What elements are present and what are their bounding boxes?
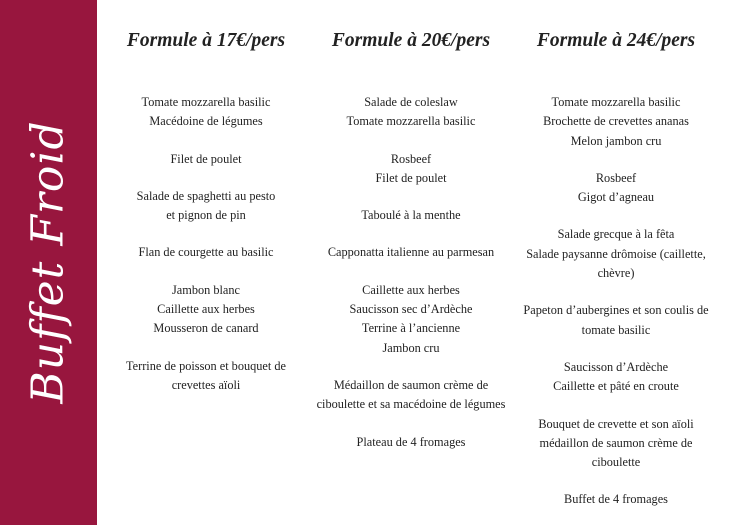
menu-item-line: Papeton d’aubergines et son coulis de bbox=[523, 303, 709, 318]
sidebar-title: Buffet Froid bbox=[22, 120, 74, 404]
formula-items bbox=[311, 93, 511, 470]
menu-item-line: Tomate mozzarella basilic bbox=[141, 95, 271, 109]
menu-group bbox=[311, 376, 511, 415]
menu-item-line: Flan de courgette au basilic bbox=[138, 245, 274, 260]
menu-item-line: Médaillon de saumon crème de bbox=[333, 377, 489, 392]
menu-item-line: ciboulette bbox=[591, 455, 641, 470]
formula-items bbox=[106, 93, 306, 413]
menu-group bbox=[516, 169, 716, 208]
menu-item-line: Salade paysanne drômoise (caillette, bbox=[526, 246, 706, 261]
menu-item-line: Bouquet de crevette et son aïoli bbox=[538, 416, 694, 431]
menu-group bbox=[311, 150, 511, 189]
menu-item-line: Saucisson d’Ardèche bbox=[563, 359, 669, 374]
menu-item-line: crevettes aïoli bbox=[171, 377, 241, 392]
menu-item-line: Caillette aux herbes bbox=[362, 282, 460, 297]
menu-item-line: Tomate mozzarella basilic bbox=[346, 114, 476, 129]
menu-group bbox=[311, 93, 511, 132]
menu-group bbox=[311, 433, 511, 452]
menu-group bbox=[516, 301, 716, 340]
menu-item-line: Mousseron de canard bbox=[153, 321, 259, 336]
formula-title: Formule à 20€/pers bbox=[331, 30, 491, 51]
menu-group bbox=[516, 358, 716, 397]
menu-item-line: Caillette et pâté en croute bbox=[553, 379, 679, 394]
sidebar-band bbox=[0, 0, 97, 525]
menu-group bbox=[311, 281, 511, 358]
menu-group bbox=[106, 93, 306, 132]
menu-item-line: Terrine à l’ancienne bbox=[361, 321, 461, 336]
menu-group bbox=[106, 281, 306, 339]
menu-item-line: Salade de spaghetti au pesto bbox=[136, 188, 276, 203]
menu-group bbox=[311, 243, 511, 262]
menu-item-line: Filet de poulet bbox=[170, 151, 242, 166]
menu-item-line: Plateau de 4 fromages bbox=[356, 434, 466, 449]
menu-item-line: Brochette de crevettes ananas bbox=[543, 114, 689, 129]
menu-item-line: Salade de coleslaw bbox=[364, 95, 458, 109]
menu-item-line: Rosbeef bbox=[595, 170, 637, 185]
menu-item-line: Caillette aux herbes bbox=[157, 302, 255, 317]
menu-group bbox=[516, 490, 716, 509]
menu-item-line: Tomate mozzarella basilic bbox=[551, 95, 681, 109]
menu-item-line: Salade grecque à la fêta bbox=[557, 227, 675, 242]
menu-item-line: Terrine de poisson et bouquet de bbox=[126, 358, 286, 373]
menu-item-line: Gigot d’agneau bbox=[577, 190, 655, 205]
menu-group bbox=[106, 357, 306, 396]
menu-item-line: Taboulé à la menthe bbox=[361, 208, 461, 223]
menu-group bbox=[516, 93, 716, 151]
formula-title: Formule à 17€/pers bbox=[126, 30, 286, 51]
menu-item-line: ciboulette et sa macédoine de légumes bbox=[316, 397, 506, 412]
menu-item-line: Saucisson sec d’Ardèche bbox=[349, 302, 473, 317]
menu-group bbox=[106, 243, 306, 262]
menu-item-line: Jambon blanc bbox=[172, 282, 240, 297]
formula-items bbox=[516, 93, 716, 525]
menu-group bbox=[516, 225, 716, 283]
menu-item-line: chèvre) bbox=[597, 266, 635, 281]
menu-item-line: Melon jambon cru bbox=[570, 133, 662, 148]
menu-item-line: médaillon de saumon crème de bbox=[539, 435, 693, 450]
menu-item-line: tomate basilic bbox=[581, 322, 651, 337]
menu-item-line: Jambon cru bbox=[382, 340, 440, 355]
menu-group bbox=[516, 415, 716, 473]
menu-group bbox=[106, 187, 306, 226]
menu-group bbox=[311, 206, 511, 225]
menu-item-line: Buffet de 4 fromages bbox=[564, 492, 668, 507]
menu-item-line: Capponatta italienne au parmesan bbox=[327, 245, 495, 260]
menu-group bbox=[106, 150, 306, 169]
menu-item-line: et pignon de pin bbox=[166, 208, 246, 223]
menu-item-line: Rosbeef bbox=[390, 151, 432, 166]
menu-item-line: Macédoine de légumes bbox=[149, 114, 263, 129]
menu-item-line: Filet de poulet bbox=[375, 170, 447, 185]
formula-title: Formule à 24€/pers bbox=[536, 30, 696, 51]
